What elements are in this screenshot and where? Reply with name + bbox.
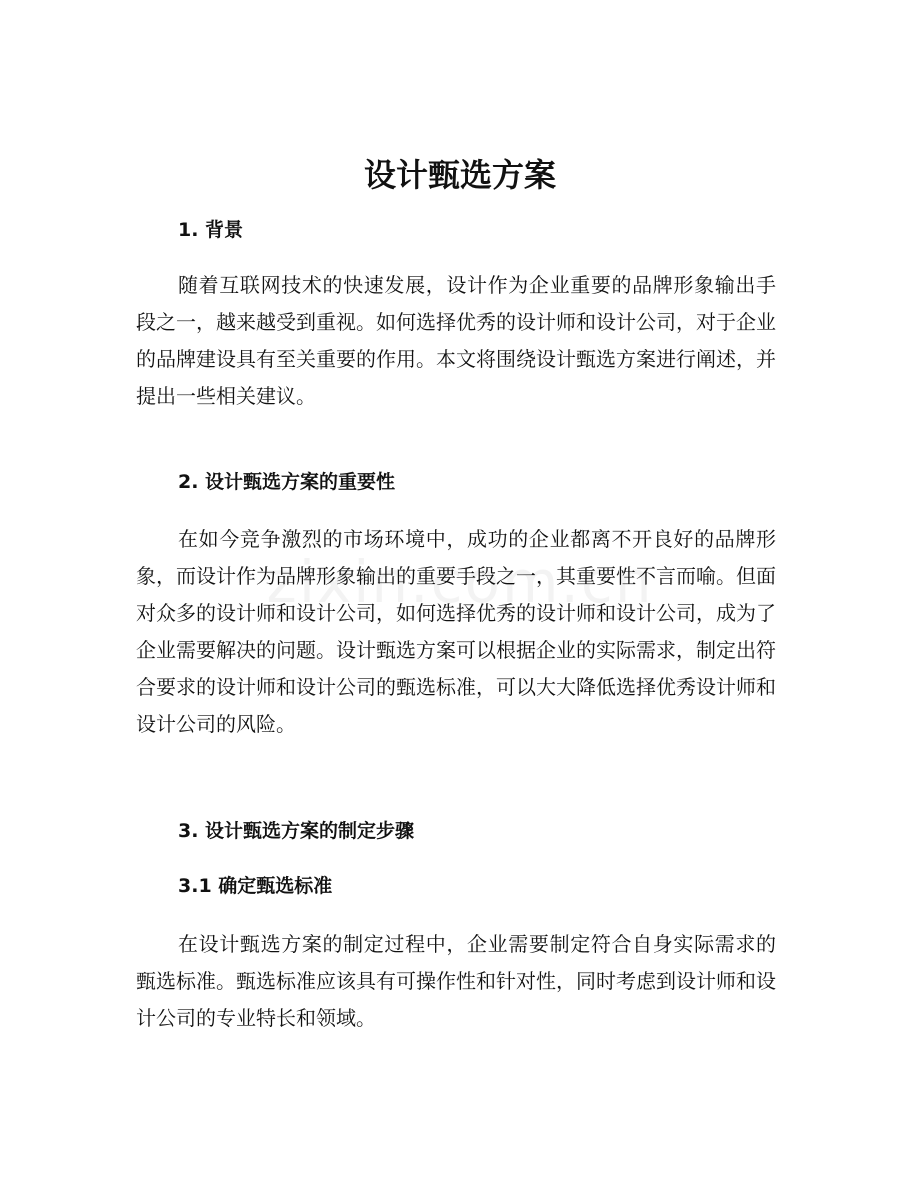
document-title: 设计甄选方案 bbox=[363, 156, 556, 194]
paragraph-importance: 在如今竞争激烈的市场环境中，成功的企业都离不开良好的品牌形象，而设计作为品牌形象输出的重要手段之一，其重要性不言而喻。但面对众多的设计师和设计公司，如何选择优秀的设计师和设计公司，成为了企业需要解决的问题。设计甄选方案可以根据企业的实际需求，制定出符合要求的设计师和设计公司的甄选标准，可以大大降低选择优秀设计师和设计公司的风险。 bbox=[136, 527, 776, 736]
section-heading-importance: 2. 设计甄选方案的重要性 bbox=[178, 471, 396, 493]
subsection-heading-criteria: 3.1 确定甄选标准 bbox=[178, 875, 333, 897]
section-heading-steps: 3. 设计甄选方案的制定步骤 bbox=[178, 820, 415, 842]
section-heading-background: 1. 背景 bbox=[178, 219, 244, 241]
paragraph-background: 随着互联网技术的快速发展，设计作为企业重要的品牌形象输出手段之一，越来越受到重视。如何选择优秀的设计师和设计公司，对于企业的品牌建设具有至关重要的作用。本文将围绕设计甄选方案进行阐述，并提出一些相关建议。 bbox=[136, 273, 776, 408]
paragraph-criteria: 在设计甄选方案的制定过程中，企业需要制定符合自身实际需求的甄选标准。甄选标准应该具有可操作性和针对性，同时考虑到设计师和设计公司的专业特长和领域。 bbox=[136, 932, 776, 1030]
